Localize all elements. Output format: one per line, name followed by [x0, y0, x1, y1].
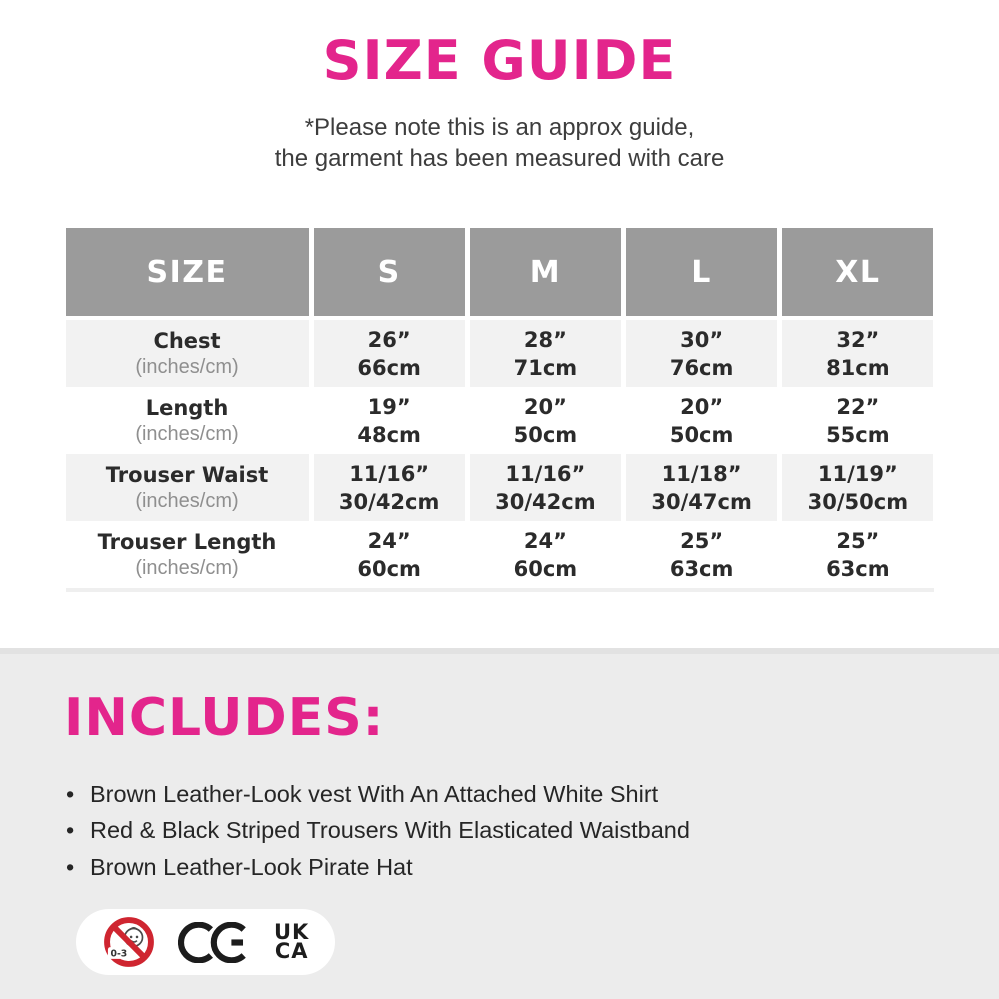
- size-value-cell: [777, 387, 933, 454]
- ukca-mark-icon: [274, 919, 310, 964]
- size-value-cell: [621, 454, 777, 521]
- row-label-cell: [66, 454, 309, 521]
- size-value-cell: [465, 521, 621, 588]
- size-value: 11/16”: [349, 461, 430, 486]
- size-value: 60cm: [513, 556, 578, 581]
- ukca-line-2: CA: [274, 939, 309, 964]
- size-value-cell: [621, 387, 777, 454]
- column-header: XL: [777, 228, 933, 320]
- size-value: 20”: [523, 394, 567, 419]
- size-value: 20”: [680, 394, 724, 419]
- row-label-cell: [66, 387, 309, 454]
- size-value: 81cm: [826, 355, 890, 380]
- size-value-cell: [777, 320, 933, 387]
- table-row: [66, 320, 934, 387]
- column-header: SIZE: [66, 228, 309, 320]
- size-table-header: [66, 228, 934, 320]
- row-label: Length: [145, 396, 229, 421]
- ukca-line-1: UK: [274, 919, 310, 944]
- row-label-cell: [66, 521, 309, 588]
- size-value-cell: [621, 320, 777, 387]
- size-value-cell: [309, 320, 465, 387]
- subtitle-line-1: *Please note this is an approx guide,: [304, 114, 695, 142]
- size-value: 11/19”: [817, 461, 898, 486]
- table-row: [66, 521, 934, 588]
- list-item: • Brown Leather-Look vest With An Attached White Shirt: [64, 776, 935, 812]
- size-value: 24”: [523, 528, 567, 553]
- row-sublabel: (inches/cm): [135, 422, 239, 445]
- size-value: 71cm: [513, 355, 578, 380]
- subtitle: [0, 112, 999, 174]
- size-value-cell: [621, 521, 777, 588]
- row-label: Trouser Waist: [105, 463, 269, 488]
- size-value: 63cm: [669, 556, 734, 581]
- includes-list: [64, 776, 935, 885]
- no-children-0-3-icon: [102, 915, 156, 969]
- table-row: [66, 387, 934, 454]
- column-header: M: [465, 228, 621, 320]
- size-value: 30/42cm: [338, 489, 440, 514]
- size-value-cell: [465, 387, 621, 454]
- size-value: 19”: [367, 394, 411, 419]
- size-value-cell: [309, 387, 465, 454]
- table-row: [66, 454, 934, 521]
- row-sublabel: (inches/cm): [135, 489, 239, 512]
- includes-heading: INCLUDES:: [64, 688, 385, 748]
- size-value: 50cm: [669, 422, 734, 447]
- size-value: 25”: [836, 528, 880, 553]
- size-value: 76cm: [669, 355, 734, 380]
- size-value-cell: [777, 454, 933, 521]
- size-value-cell: [465, 454, 621, 521]
- size-value: 50cm: [513, 422, 578, 447]
- size-value: 11/16”: [505, 461, 586, 486]
- size-value: 30/50cm: [807, 489, 909, 514]
- size-value: 11/18”: [661, 461, 742, 486]
- size-value: 25”: [680, 528, 724, 553]
- size-table-body: [66, 320, 934, 588]
- size-value: 60cm: [357, 556, 421, 581]
- list-item: • Brown Leather-Look Pirate Hat: [64, 849, 935, 885]
- row-label: Chest: [153, 329, 221, 354]
- size-value-cell: [465, 320, 621, 387]
- size-value: 26”: [367, 327, 411, 352]
- size-value: 32”: [836, 327, 880, 352]
- row-sublabel: (inches/cm): [135, 556, 239, 579]
- column-header: L: [621, 228, 777, 320]
- size-value: 28”: [523, 327, 567, 352]
- size-value: 55cm: [826, 422, 890, 447]
- size-value: 22”: [836, 394, 880, 419]
- size-value: 30/47cm: [651, 489, 752, 514]
- page-title: SIZE GUIDE: [322, 29, 677, 92]
- row-label-cell: [66, 320, 309, 387]
- size-value: 66cm: [357, 355, 421, 380]
- size-value: 63cm: [826, 556, 890, 581]
- row-sublabel: (inches/cm): [135, 355, 239, 378]
- size-value-cell: [309, 521, 465, 588]
- size-table: [66, 228, 934, 592]
- size-value: 48cm: [357, 422, 421, 447]
- size-value-cell: [309, 454, 465, 521]
- size-value: 24”: [367, 528, 411, 553]
- age-warning-label: 0-3: [110, 948, 128, 960]
- list-item: • Red & Black Striped Trousers With Elasticated Waistband: [64, 812, 935, 848]
- subtitle-line-2: the garment has been measured with care: [274, 145, 725, 173]
- size-value-cell: [777, 521, 933, 588]
- row-label: Trouser Length: [97, 530, 277, 555]
- size-value: 30”: [680, 327, 724, 352]
- size-value: 30/42cm: [495, 489, 596, 514]
- ce-mark-icon: [178, 922, 252, 963]
- column-header: S: [309, 228, 465, 320]
- includes-section: [0, 648, 999, 999]
- certifications-pill: [76, 909, 335, 975]
